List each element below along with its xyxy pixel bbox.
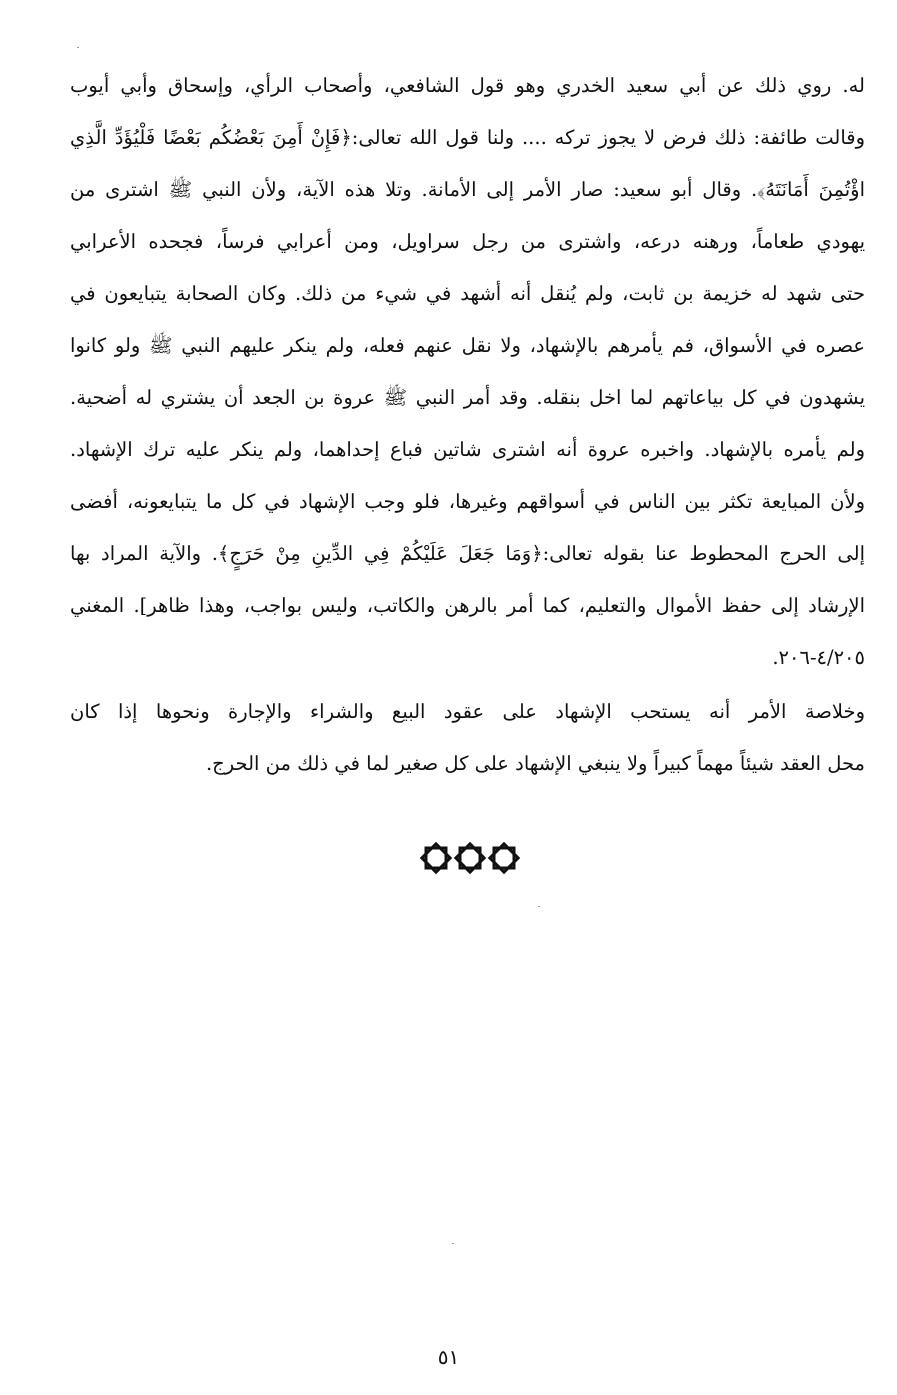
page-number: ٥١ [437,1345,460,1369]
scan-speck [452,1243,454,1244]
text-line: يشهدون في كل بياعاتهم لما اخل بنقله. وقد أمر النبي ﷺ عروة بن الجعد أن يشتري له أضحية. [70,386,865,409]
scan-speck [77,47,79,48]
text-line: ولأن المبايعة تكثر بين الناس في أسواقهم وغيرها، فلو وجب الإشهاد في كل ما يتبايعونه، أفضى [70,490,865,513]
text-line-citation: ٤/٢٠٥-٢٠٦. [772,646,865,669]
text-line: ولم يأمره بالإشهاد. واخبره عروة أنه اشترى شاتين فباع إحداهما، ولم ينكر عليه ترك الإشهاد. [70,438,865,461]
text-line: وخلاصة الأمر أنه يستحب الإشهاد على عقود البيع والشراء والإجارة ونحوها إذا كان [70,700,865,723]
paragraph-summary [70,686,865,790]
text-line: الإرشاد إلى حفظ الأموال والتعليم، كما أمر بالرهن والكاتب، وليس بواجب، وهذا ظاهر]. المغني [70,594,865,617]
text-line: حتى شهد له خزيمة بن ثابت، ولم يُنقل أنه أشهد في شيء من ذلك. وكان الصحابة يتبايعون في [70,282,865,305]
text-line: له. روي ذلك عن أبي سعيد الخدري وهو قول الشافعي، وأصحاب الرأي، وإسحاق وأبي أيوب [70,74,865,97]
text-line: إلى الحرج المحطوط عنا بقوله تعالى:﴿وَمَا جَعَلَ عَلَيْكُمْ فِي الدِّينِ مِنْ حَرَجٍ﴾. والآية المراد بها [70,542,865,565]
text-line: وقالت طائفة: ذلك فرض لا يجوز تركه .... ولنا قول الله تعالى:﴿فَإِنْ أَمِنَ بَعْضُكُم بَعْضًا فَلْيُؤَدِّ الَّذِي [70,126,865,149]
text-line: عصره في الأسواق، فم يأمرهم بالإشهاد، ولا نقل عنهم فعله، ولم ينكر عليهم النبي ﷺ ولو كانوا [70,334,865,357]
triple-star-ornament-icon [418,838,522,878]
scan-speck [538,906,540,907]
text-line: يهودي طعاماً، ورهنه درعه، واشترى من رجل سراويل، ومن أعرابي فرساً، فجحده الأعرابي [70,230,865,253]
text-line: اؤْتُمِنَ أَمَانَتَهُ﴾. وقال أبو سعيد: صار الأمر إلى الأمانة. وتلا هذه الآية، ولأن النبي ﷺ اشترى من [70,178,865,201]
text-line: محل العقد شيئاً مهماً كبيراً ولا ينبغي الإشهاد على كل صغير لما في ذلك من الحرج. [205,752,865,775]
paragraph-footnote-quotation [70,60,865,684]
